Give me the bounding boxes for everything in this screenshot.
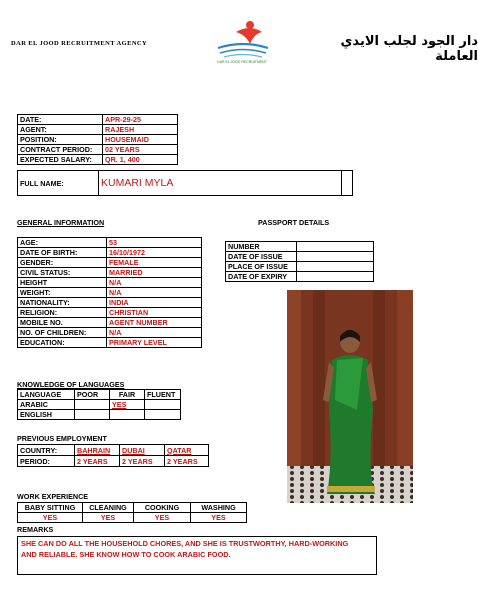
candidate-photo [287,290,413,503]
table-row [18,115,178,125]
work-value: YES [83,513,134,523]
info-label: AGE: [18,238,107,248]
info-value: APR-29-25 [103,115,178,125]
passport-label: DATE OF ISSUE [226,252,297,262]
table-row [18,308,202,318]
employment-label: PERIOD: [18,456,75,467]
work-table [17,502,247,523]
language-name: ARABIC [18,400,75,410]
remarks-text: SHE CAN DO ALL THE HOUSEHOLD CHORES, AND SHE IS TRUSTWORTHY, HARD-WORKING AND RELIABLE. SHE KNOW HOW TO COOK ARABIC FOOD. [21,539,349,559]
table-row [18,456,209,467]
languages-title: KNOWLEDGE OF LANGUAGES [17,380,125,389]
languages-table [17,389,181,420]
passport-label: PLACE OF ISSUE [226,262,297,272]
info-value: MARRIED [107,268,202,278]
table-row [18,268,202,278]
full-name-table [17,170,353,196]
table-row [18,338,202,348]
language-header: FAIR [110,390,145,400]
language-level [110,410,145,420]
language-level [75,400,110,410]
info-label: RELIGION: [18,308,107,318]
table-row [18,390,181,400]
table-row [18,400,181,410]
table-row [18,125,178,135]
full-name-label: FULL NAME: [18,171,99,196]
info-value: 53 [107,238,202,248]
info-value: HOUSEMAID [103,135,178,145]
general-info-table [17,237,202,348]
table-row [226,242,374,252]
work-header: CLEANING [83,503,134,513]
work-value: YES [18,513,83,523]
info-value: PRIMARY LEVEL [107,338,202,348]
info-value: INDIA [107,298,202,308]
table-row [226,272,374,282]
full-name-value: KUMARI MYLA [99,171,342,196]
info-label: WEIGHT: [18,288,107,298]
passport-label: NUMBER [226,242,297,252]
work-header: WASHING [191,503,247,513]
language-header: FLUENT [145,390,181,400]
info-label: CONTRACT PERIOD: [18,145,103,155]
info-label: DATE OF BIRTH: [18,248,107,258]
logo-caption: DAR EL JOOD RECRUITMENT [217,60,267,64]
work-value: YES [134,513,191,523]
language-header: LANGUAGE [18,390,75,400]
passport-table [225,241,374,282]
language-level [75,410,110,420]
passport-value [297,252,374,262]
info-value: CHRISTIAN [107,308,202,318]
language-level [145,400,181,410]
language-level [145,410,181,420]
info-value: FEMALE [107,258,202,268]
table-row [18,145,178,155]
table-row [18,288,202,298]
passport-value [297,262,374,272]
language-level: YES [110,400,145,410]
info-value: 16/10/1972 [107,248,202,258]
language-header: POOR [75,390,110,400]
info-label: AGENT: [18,125,103,135]
employment-country: DUBAI [120,445,165,456]
table-row [18,238,202,248]
remarks-title: REMARKS [17,525,54,534]
info-value: N/A [107,278,202,288]
arabic-agency-name: دار الجود لجلب الايدي العاملة [340,34,478,64]
info-label: CIVIL STATUS: [18,268,107,278]
agency-name: DAR EL JOOD RECRUITMENT AGENCY [11,40,148,47]
table-row [18,258,202,268]
info-value: 02 YEARS [103,145,178,155]
info-label: HEIGHT [18,278,107,288]
work-header: COOKING [134,503,191,513]
table-row [18,445,209,456]
info-value: QR. 1, 400 [103,155,178,165]
employment-period: 2 YEARS [165,456,209,467]
table-row [18,513,247,523]
info-value: N/A [107,288,202,298]
info-value: AGENT NUMBER [107,318,202,328]
passport-value [297,272,374,282]
table-row [18,503,247,513]
table-row [18,155,178,165]
logo-figure-icon [218,21,268,57]
info-label: NATIONALITY: [18,298,107,308]
employment-table [17,444,209,467]
info-label: POSITION: [18,135,103,145]
table-row [18,171,353,196]
table-row [18,278,202,288]
employment-period: 2 YEARS [120,456,165,467]
passport-value [297,242,374,252]
table-row [226,262,374,272]
table-row [18,248,202,258]
work-title: WORK EXPERIENCE [17,492,89,501]
info-label: EDUCATION: [18,338,107,348]
passport-label: DATE OF EXPIRY [226,272,297,282]
language-name: ENGLISH [18,410,75,420]
info-label: GENDER: [18,258,107,268]
work-value: YES [191,513,247,523]
general-info-title: GENERAL INFORMATION [17,218,105,227]
info-label: DATE: [18,115,103,125]
work-header: BABY SITTING [18,503,83,513]
table-row [226,252,374,262]
employment-country: QATAR [165,445,209,456]
employment-label: COUNTRY: [18,445,75,456]
table-row [18,328,202,338]
info-label: NO. OF CHILDREN: [18,328,107,338]
info-label: EXPECTED SALARY: [18,155,103,165]
table-row [18,298,202,308]
top-info-table [17,114,178,165]
info-label: MOBILE NO. [18,318,107,328]
agency-logo [210,18,276,66]
table-row [18,135,178,145]
table-row [18,318,202,328]
employment-country: BAHRAIN [75,445,120,456]
info-value: N/A [107,328,202,338]
full-name-spacer [342,171,353,196]
employment-title: PREVIOUS EMPLOYMENT [17,434,107,443]
table-row [18,410,181,420]
info-value: RAJESH [103,125,178,135]
passport-title: PASSPORT DETAILS [258,218,330,227]
employment-period: 2 YEARS [75,456,120,467]
